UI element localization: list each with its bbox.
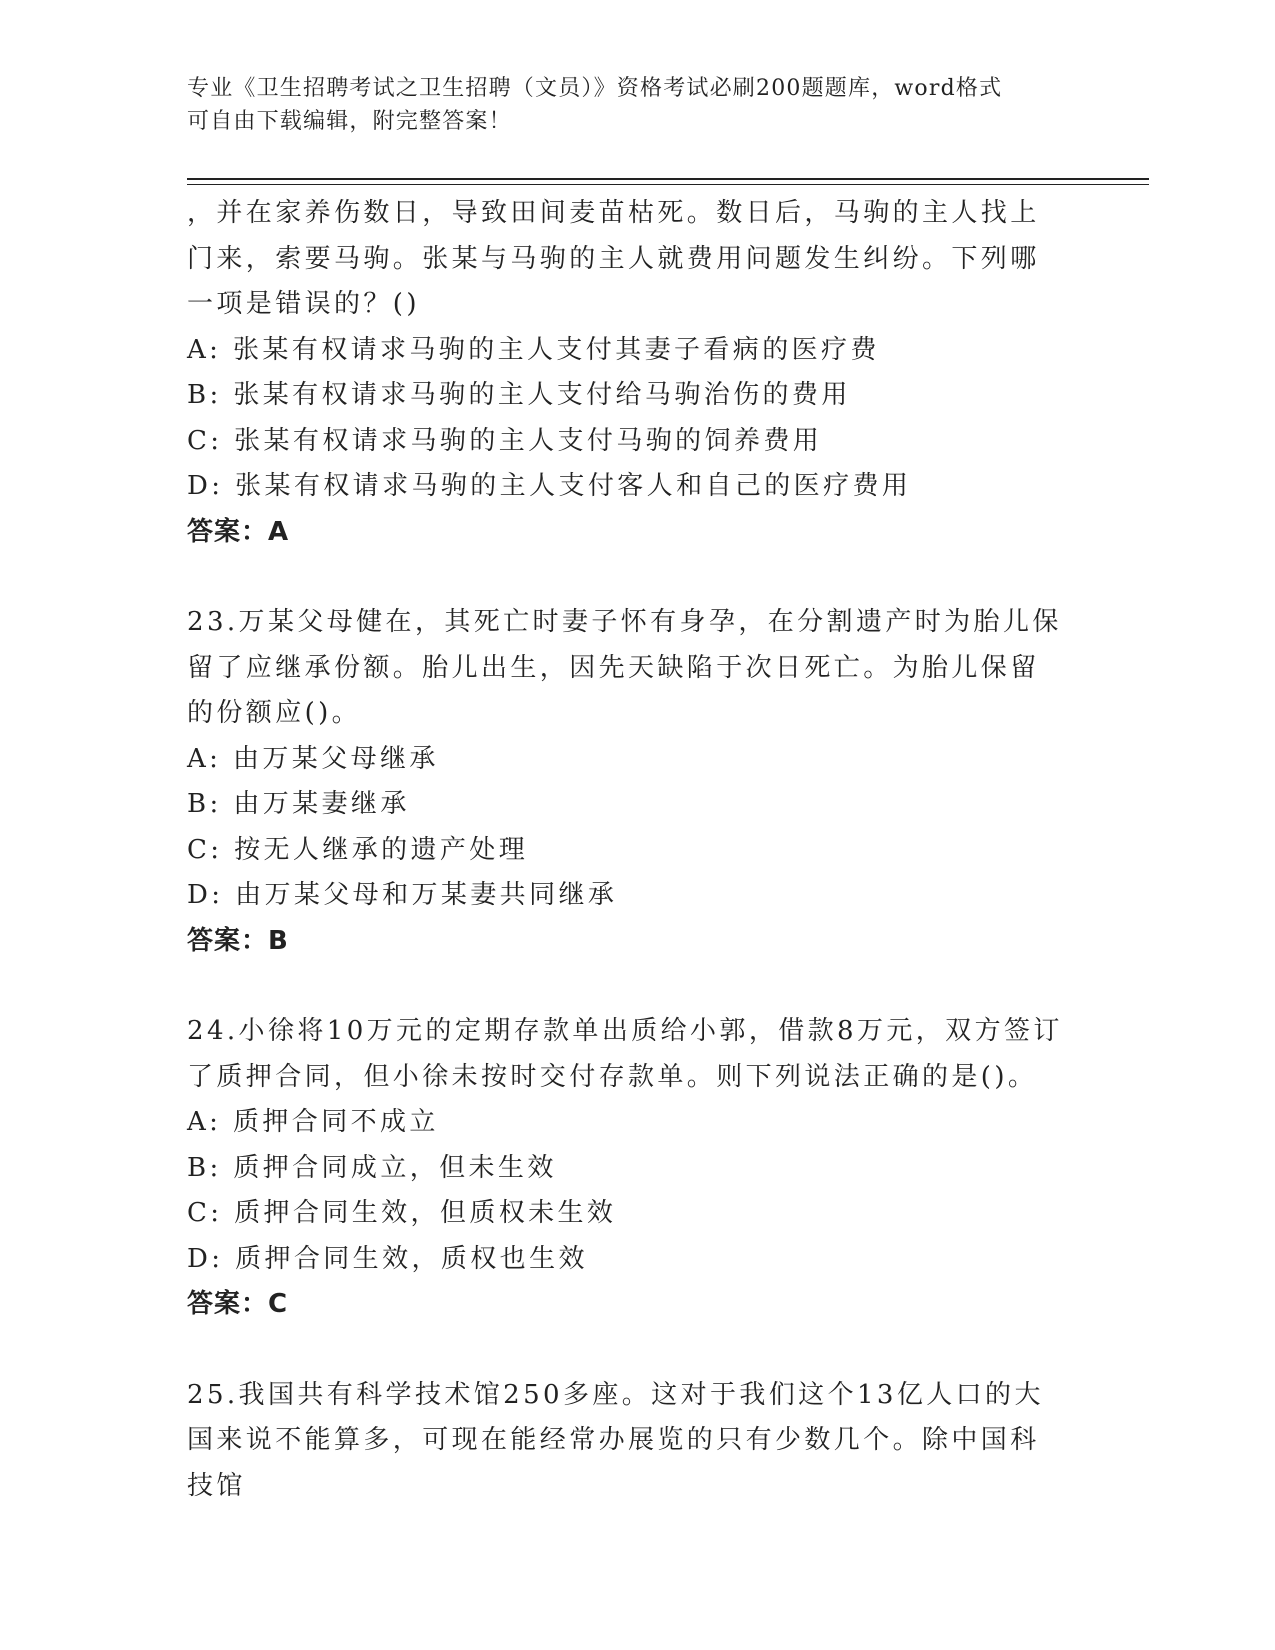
header-line-2: 可自由下载编辑，附完整答案！	[187, 109, 512, 134]
option-b: B: 质押合同成立，但未生效	[187, 1152, 557, 1183]
answer: 答案：C	[187, 1289, 289, 1319]
question-text: 24.小徐将10万元的定期存款单出质给小郭，借款8万元，双方签订了质押合同，但小徐未按时交付存款单。则下列说法正确的是()。	[187, 1016, 1063, 1092]
option-b: B: 由万某妻继承	[187, 789, 410, 819]
option-a: A: 张某有权请求马驹的主人支付其妻子看病的医疗费	[187, 334, 880, 365]
option-a: A: 由万某父母继承	[187, 743, 439, 774]
spacer	[187, 555, 1067, 600]
option-c: C: 张某有权请求马驹的主人支付马驹的饲养费用	[187, 425, 823, 456]
option-b: B: 张某有权请求马驹的主人支付给马驹治伤的费用	[187, 380, 851, 410]
spacer	[187, 964, 1067, 1009]
question-list	[187, 191, 1067, 1509]
question-text: 23.万某父母健在，其死亡时妻子怀有身孕，在分割遗产时为胎儿保留了应继承份额。胎儿出生，因先天缺陷于次日死亡。为胎儿保留的份额应()。	[187, 607, 1062, 728]
option-a: A: 质押合同不成立	[187, 1107, 439, 1137]
option-c: C: 质押合同生效，但质权未生效	[187, 1198, 617, 1228]
spacer	[187, 1328, 1067, 1373]
option-c: C: 按无人继承的遗产处理	[187, 834, 529, 865]
option-d: D: 张某有权请求马驹的主人支付客人和自己的医疗费用	[187, 471, 912, 501]
option-d: D: 质押合同生效，质权也生效	[187, 1243, 588, 1274]
question-text: 25.我国共有科学技术馆250多座。这对于我们这个13亿人口的大国来说不能算多，可现在能经常办展览的只有少数几个。除中国科技馆	[187, 1379, 1044, 1501]
document-header	[187, 72, 1087, 138]
question-text: ，并在家养伤数日，导致田间麦苗枯死。数日后，马驹的主人找上门来，索要马驹。张某与马驹的主人就费用问题发生纠纷。下列哪一项是错误的？()	[187, 198, 1040, 319]
option-d: D: 由万某父母和万某妻共同继承	[187, 880, 618, 910]
header-line-1: 专业《卫生招聘考试之卫生招聘（文员）》资格考试必刷200题题库，word格式	[187, 76, 1003, 101]
answer: 答案：B	[187, 925, 289, 956]
header-rule-thin	[187, 184, 1149, 185]
answer: 答案：A	[187, 516, 290, 547]
header-rule-thick	[187, 178, 1149, 180]
